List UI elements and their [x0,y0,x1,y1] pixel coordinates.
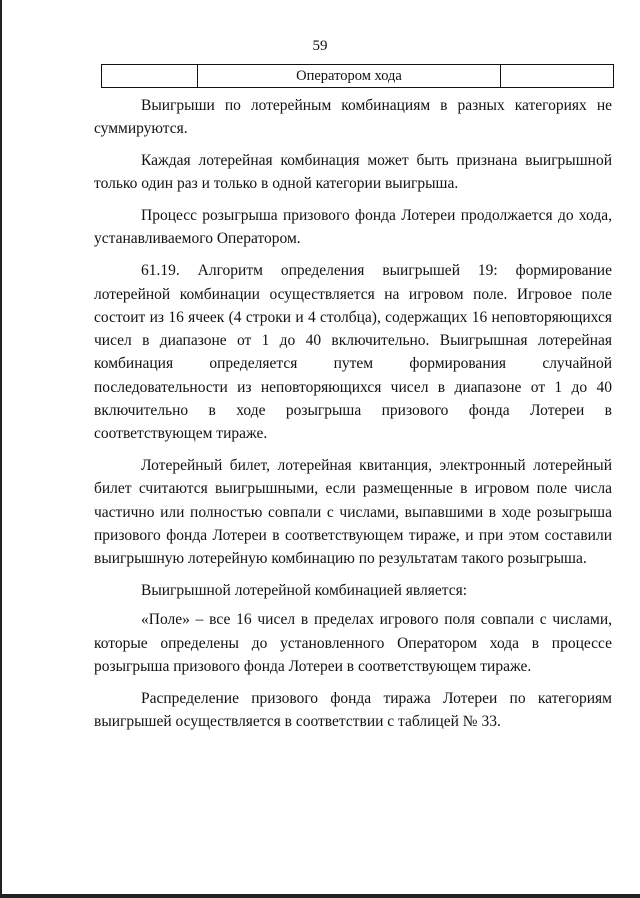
paragraph-winning-tickets: Лотерейный билет, лотерейная квитанция, электронный лотерейный билет считаются выигрышными, если размещенные в игровом поле числа частично или полностью совпали с числами, выпавшими в ходе розыгрыша призового фонда Лотереи в соответствующем тираже, и при этом составили выигрышную лотерейную комбинацию по результатам такого розыгрыша. [94,457,612,568]
table-fragment [101,64,614,88]
paragraph-draw-duration: Процесс розыгрыша призового фонда Лотереи продолжается до хода, устанавливаемого Оператором. [94,207,612,248]
table-cell-empty-right [501,65,614,88]
page-number: 59 [312,38,328,54]
paragraph-winning-combination-intro: Выигрышной лотерейной комбинацией является: [141,582,468,600]
table-row [102,65,614,88]
paragraph-no-summing: Выигрыши по лотерейным комбинациям в разных категориях не суммируются. [94,97,612,138]
scan-edge-bottom [0,894,640,898]
body-text [94,94,612,742]
paragraph-single-category: Каждая лотерейная комбинация может быть признана выигрышной только один раз и только в одной категории выигрыша. [94,152,612,193]
scan-edge-left [0,0,2,898]
paragraph-prize-distribution: Распределение призового фонда тиража Лотереи по категориям выигрышей осуществляется в соответствии с таблицей № 33. [94,689,612,731]
table-cell-turn-operator: Оператором хода [198,65,501,88]
paragraph-field-combination: «Поле» – все 16 чисел в пределах игрового поля совпали с числами, которые определены до установленного Оператором хода в процессе розыгрыша призового фонда Лотереи в соответствующем тираже. [94,611,612,676]
table-cell-empty-left [102,65,198,88]
paragraph-algorithm-19: 61.19. Алгоритм определения выигрышей 19: формирование лотерейной комбинации осуществляется на игровом поле. Игровое поле состоит из 16 ячеек (4 строки и 4 столбца), содержащих 16 неповторяющихся чисел в диапазоне от 1 до 40 включительно. Выигрышная лотерейная комбинация определяется путем формирования случайной последовательности из неповторяющихся чисел в диапазоне от 1 до 40 включительно в ходе розыгрыша призового фонда Лотереи в соответствующем тираже. [94,262,612,443]
